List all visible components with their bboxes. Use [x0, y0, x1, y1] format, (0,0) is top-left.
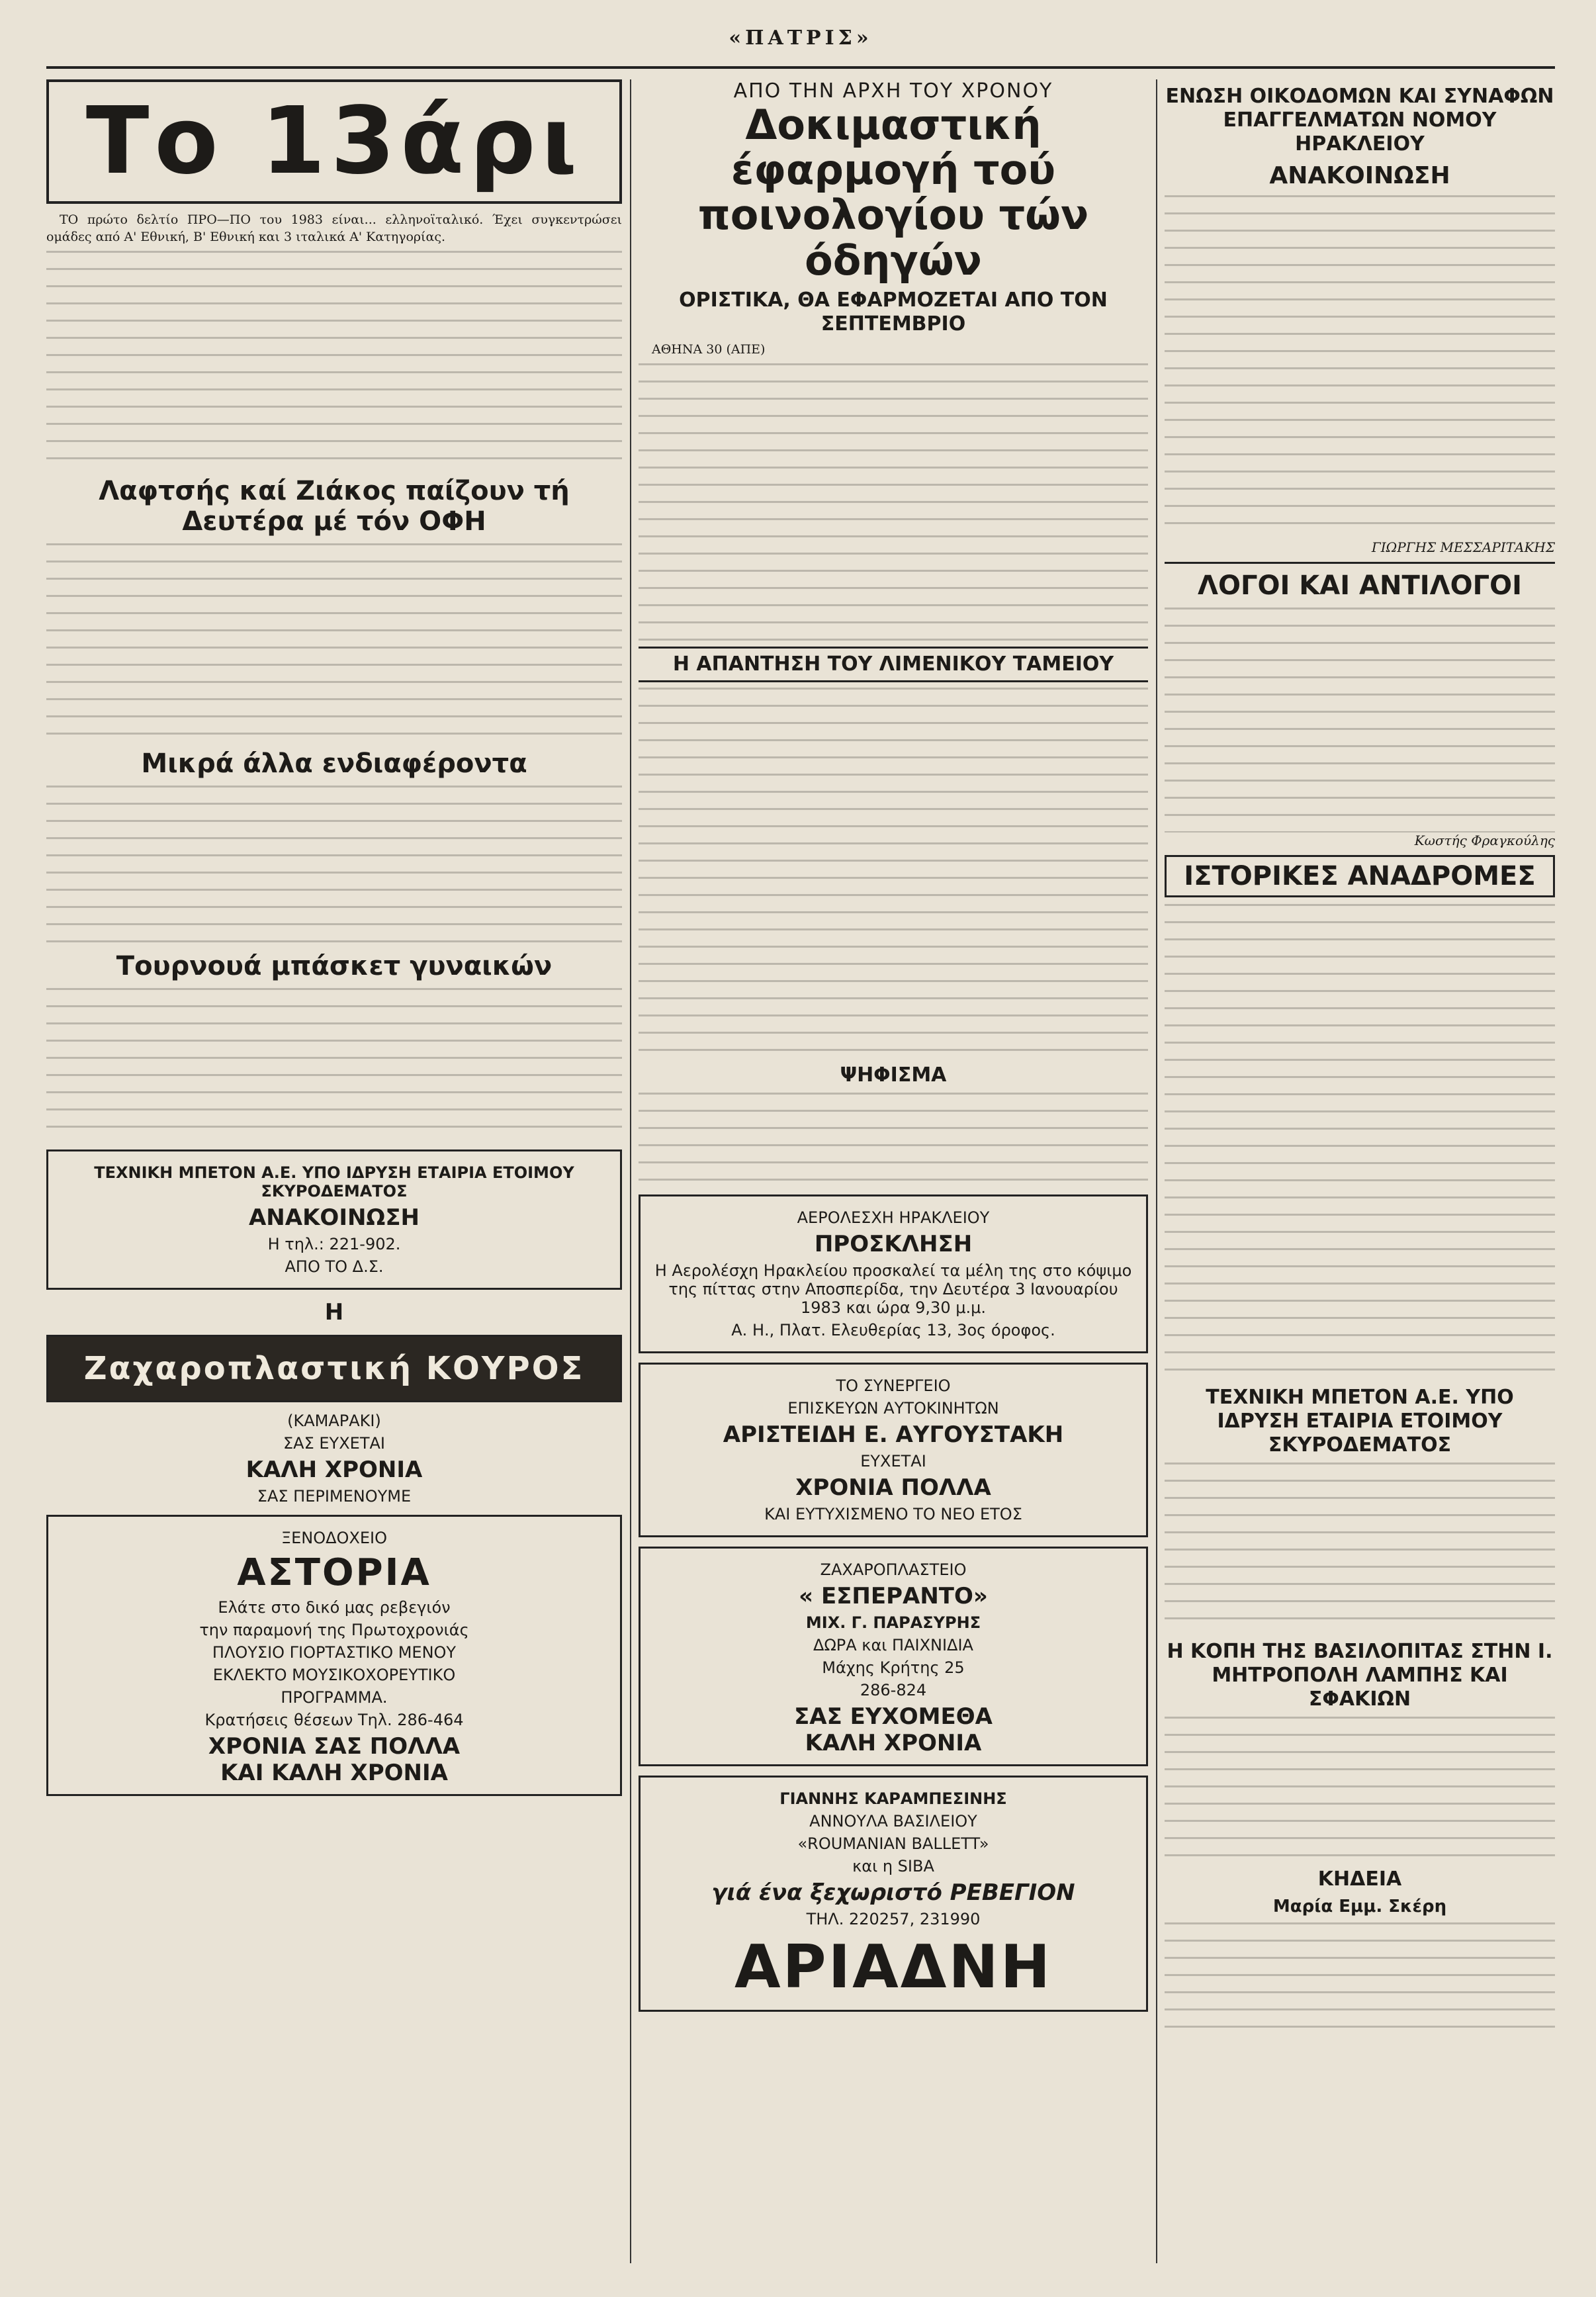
article-kicker: ΑΠΟ ΤΗΝ ΑΡΧΗ ΤΟΥ ΧΡΟΝΟΥ — [733, 79, 1053, 103]
aeroleschi-org: ΑΕΡΟΛΕΣΧΗ ΗΡΑΚΛΕΙΟΥ — [797, 1208, 990, 1228]
ariadni-l1: ΓΙΑΝΝΗΣ ΚΑΡΑΜΠΕΣΙΝΗΣ — [779, 1789, 1007, 1809]
kideia-name: Μαρία Εμμ. Σκέρη — [1272, 1897, 1447, 1917]
ad-kouros-note: ΣΑΣ ΠΕΡΙΜΕΝΟΥΜΕ — [257, 1487, 412, 1506]
text-block — [46, 988, 622, 1140]
headline-mikra: Μικρά άλλα ενδιαφέροντα — [141, 748, 527, 780]
ad-aeroleschi — [639, 1194, 1148, 1353]
astoria-line1: Ελάτε στο δικό μας ρεβεγιόν — [218, 1598, 451, 1617]
astoria-line2: την παραμονή της Πρωτοχρονιάς — [199, 1621, 469, 1640]
text-block — [1165, 1717, 1555, 1862]
text-block — [46, 543, 622, 742]
ariadni-l4: και η SIBA — [852, 1857, 934, 1876]
esperanto-pre: ΖΑΧΑΡΟΠΛΑΣΤΕΙΟ — [820, 1560, 967, 1580]
dateline: ΑΘΗΝΑ 30 (ΑΠΕ) — [652, 341, 766, 357]
headline-vasilopita: Η ΚΟΠΗ ΤΗΣ ΒΑΣΙΛΟΠΙΤΑΣ ΣΤΗΝ Ι. ΜΗΤΡΟΠΟΛΗ ΛΑΜΠΗΣ ΚΑΙ ΣΦΑΚΙΩΝ — [1167, 1640, 1553, 1711]
newspaper-title: «ΠΑΤΡΙΣ» — [729, 26, 873, 50]
ad-astoria — [46, 1515, 622, 1796]
headline-psifisma: ΨΗΦΙΣΜΑ — [840, 1063, 947, 1087]
astoria-line4: ΕΚΛΕΚΤΟ ΜΟΥΣΙΚΟΧΟΡΕΥΤΙΚΟ — [212, 1666, 456, 1685]
ad-signature: ΑΠΟ ΤΟ Δ.Σ. — [285, 1257, 384, 1277]
column-rule — [630, 79, 631, 2263]
ad-kouros-greet1: ΣΑΣ ΕΥΧΕΤΑΙ — [283, 1434, 385, 1453]
ad-phone: Η τηλ.: 221-902. — [267, 1235, 401, 1254]
column-rule — [1156, 79, 1157, 2263]
astoria-line3: ΠΛΟΥΣΙΟ ΓΙΟΡΤΑΣΤΙΚΟ ΜΕΝΟΥ — [212, 1643, 457, 1662]
text-block — [46, 786, 622, 944]
synergeio-l2: ΕΠΙΣΚΕΥΩΝ ΑΥΤΟΚΙΝΗΤΩΝ — [787, 1399, 999, 1418]
astoria-pre: ΞΕΝΟΔΟΧΕΙΟ — [281, 1529, 388, 1548]
ad-esperanto — [639, 1547, 1148, 1766]
esperanto-name: « ΕΣΠΕΡΑΝΤΟ» — [799, 1583, 988, 1610]
text-block — [1165, 904, 1555, 1380]
text-block — [46, 251, 622, 469]
headline-tournoua: Τουρνουά μπάσκετ γυναικών — [116, 951, 553, 982]
column-center — [639, 79, 1148, 2263]
ariadni-l2: ΑΝΝΟΥΛΑ ΒΑΣΙΛΕΙΟΥ — [809, 1812, 977, 1831]
ad-ariadni — [639, 1776, 1148, 2012]
astoria-title: ΑΣΤΟΡΙΑ — [237, 1551, 431, 1595]
ad-kouros-text — [46, 1412, 622, 1506]
headline-istorikes: ΙΣΤΟΡΙΚΕΣ ΑΝΑΔΡΟΜΕΣ — [1165, 855, 1555, 897]
esperanto-l2: ΣΑΣ ΕΥΧΟΜΕΘΑ — [794, 1703, 993, 1731]
esperanto-addr: Μάχης Κρήτης 25 — [822, 1658, 965, 1678]
article-headline: Δοκιμαστική έφαρμογή τού ποινολογίου τών όδηγών — [697, 101, 1089, 285]
synergeio-name: ΑΡΙΣΤΕΙΔΗ Ε. ΑΥΓΟΥΣΤΑΚΗ — [723, 1421, 1064, 1449]
ad-mpeton — [46, 1149, 622, 1290]
text-block — [1165, 1922, 1555, 2028]
astoria-line8: ΚΑΙ ΚΑΛΗ ΧΡΟΝΙΑ — [220, 1760, 448, 1787]
astoria-line6: Κρατήσεις θέσεων Τηλ. 286-464 — [204, 1711, 464, 1730]
headline-lafties: Λαφτσής καί Ζιάκος παίζουν τή Δευτέρα μέ τόν ΟΦΗ — [99, 476, 570, 537]
text-block — [1165, 608, 1555, 833]
mpeton-notice: ΤΕΧΝΙΚΗ ΜΠΕΤΟΝ Α.Ε. ΥΠΟ ΙΔΡΥΣΗ ΕΤΑΙΡΙΑ ΕΤΟΙΜΟΥ ΣΚΥΡΟΔΕΜΑΤΟΣ — [1206, 1386, 1514, 1457]
ad-company: ΤΕΧΝΙΚΗ ΜΠΕΤΟΝ Α.Ε. ΥΠΟ ΙΔΡΥΣΗ ΕΤΑΙΡΙΑ ΕΤΟΙΜΟΥ ΣΚΥΡΟΔΕΜΑΤΟΣ — [94, 1163, 574, 1201]
text-block — [639, 1093, 1148, 1185]
aeroleschi-text: Η Αερολέσχη Ηρακλείου προσκαλεί τα μέλη της στο κόψιμο της πίττας στην Αποσπερίδα, την Δευτέρα 3 Ιανουαρίου 1983 και ώρα 9,30 μ.μ. — [654, 1261, 1132, 1318]
synergeio-l3: ΕΥΧΕΤΑΙ — [860, 1452, 926, 1471]
synergeio-l1: ΤΟ ΣΥΝΕΡΓΕΙΟ — [836, 1376, 951, 1396]
sports-lead — [46, 212, 622, 246]
ad-kouros-greet2: ΚΑΛΗ ΧΡΟΝΙΑ — [245, 1457, 423, 1484]
headline-logoi: ΛΟΓΟΙ ΚΑΙ ΑΝΤΙΛΟΓΟΙ — [1165, 562, 1555, 601]
ariadni-l5: γιά ένα ξεχωριστό ΡΕΒΕΓΙΟΝ — [711, 1879, 1075, 1907]
synergeio-l5: ΚΑΙ ΕΥΤΥΧΙΣΜΕΝΟ ΤΟ ΝΕΟ ΕΤΟΣ — [764, 1505, 1022, 1524]
esperanto-owner: ΜΙΧ. Γ. ΠΑΡΑΣΥΡΗΣ — [805, 1613, 981, 1633]
esperanto-l1: ΔΩΡΑ και ΠΑΙΧΝΙΔΙΑ — [813, 1636, 973, 1655]
esperanto-phone: 286-824 — [860, 1681, 927, 1700]
esperanto-l3: ΚΑΛΗ ΧΡΟΝΙΑ — [805, 1730, 982, 1757]
ariadni-name: ΑΡΙΑΔΝΗ — [734, 1932, 1053, 2003]
astoria-line5: ΠΡΟΓΡΑΜΜΑ. — [281, 1688, 388, 1707]
column-left — [46, 79, 622, 2263]
text-block — [1165, 1463, 1555, 1635]
sports-title: Το 13άρι — [46, 79, 622, 204]
ad-kouros — [46, 1335, 622, 1402]
newspaper-page — [46, 26, 1555, 2276]
aeroleschi-addr: Α. Η., Πλατ. Ελευθερίας 13, 3ος όροφος. — [731, 1321, 1055, 1340]
text-block — [639, 363, 1148, 641]
ad-synergeio — [639, 1363, 1148, 1537]
logoi-author: Κωστής Φραγκούλης — [1414, 833, 1555, 849]
headline-kideia: ΚΗΔΕΙΑ — [1317, 1868, 1402, 1891]
ariadni-l3: «ROUMANIAN BALLETT» — [797, 1834, 989, 1854]
org-signature: ΓΙΩΡΓΗΣ ΜΕΣΣΑΡΙΤΑΚΗΣ — [1371, 539, 1555, 556]
astoria-line7: ΧΡΟΝΙΑ ΣΑΣ ΠΟΛΛΑ — [208, 1733, 461, 1760]
ad-kouros-sub: (ΚΑΜΑΡΑΚΙ) — [287, 1412, 381, 1431]
masthead — [46, 26, 1555, 69]
headline-tameio: Η ΑΠΑΝΤΗΣΗ ΤΟΥ ΛΙΜΕΝΙΚΟΥ ΤΑΜΕΙΟΥ — [639, 647, 1148, 682]
lead-paragraph: ΤΟ πρώτο δελτίο ΠΡΟ—ΠΟ του 1983 είναι... ελληνοϊταλικό. Έχει συγκεντρώσει ομάδες από Α' Εθνική, Β' Εθνική και 3 ιταλικά Α' Κατηγορίας. — [46, 212, 622, 244]
article-subheadline: ΟΡΙΣΤΙΚΑ, ΘΑ ΕΦΑΡΜΟΖΕΤΑΙ ΑΠΟ ΤΟΝ ΣΕΠΤΕΜΒΡΙΟ — [679, 288, 1108, 336]
org-anakoinosi: ΑΝΑΚΟΙΝΩΣΗ — [1269, 162, 1450, 189]
ad-kouros-pre: Η — [324, 1299, 344, 1326]
aeroleschi-title: ΠΡΟΣΚΛΗΣΗ — [814, 1231, 973, 1258]
ariadni-phone: ΤΗΛ. 220257, 231990 — [806, 1910, 981, 1929]
column-right — [1165, 79, 1555, 2263]
text-block — [639, 688, 1148, 1058]
ad-kouros-title: Ζαχαροπλαστική ΚΟΥΡΟΣ — [83, 1350, 585, 1388]
synergeio-l4: ΧΡΟΝΙΑ ΠΟΛΛΑ — [795, 1474, 991, 1502]
article-dateline — [639, 341, 1148, 359]
org-name: ΕΝΩΣΗ ΟΙΚΟΔΟΜΩΝ ΚΑΙ ΣΥΝΑΦΩΝ ΕΠΑΓΓΕΛΜΑΤΩΝ ΝΟΜΟΥ ΗΡΑΚΛΕΙΟΥ — [1165, 85, 1554, 156]
text-block — [1165, 195, 1555, 539]
ad-headline: ΑΝΑΚΟΙΝΩΣΗ — [248, 1204, 420, 1232]
